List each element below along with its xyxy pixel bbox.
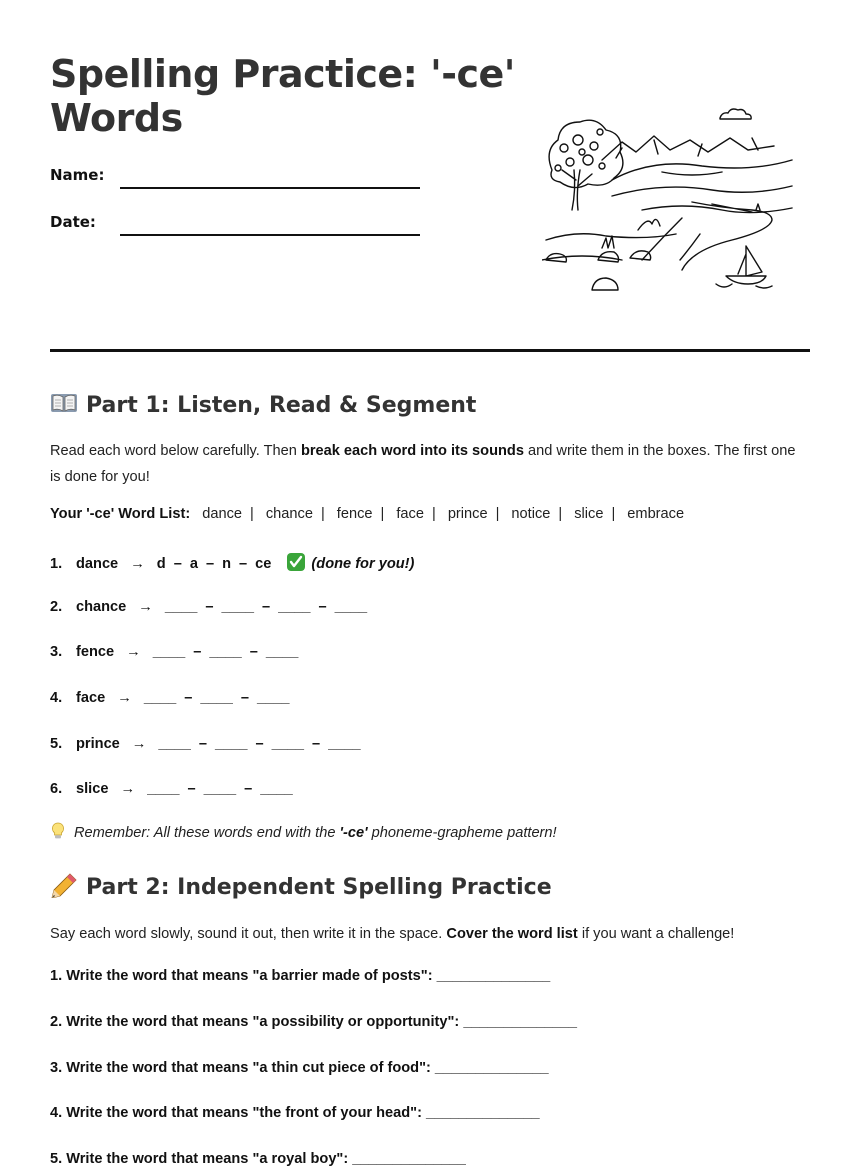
date-label: Date: (50, 213, 96, 231)
segment-blank[interactable]: ____ (158, 736, 191, 752)
tip-bold: '-ce' (339, 825, 368, 841)
row-number: 2. (50, 599, 63, 615)
part1-heading (50, 390, 476, 418)
segment-blank[interactable]: ____ (152, 644, 186, 660)
row-number: 4. (50, 690, 63, 706)
segment-sound: n (222, 556, 231, 572)
part1-instr-text-end: and write them in the boxes. The first one is done for you! (50, 443, 796, 485)
segment-row: 3. fence → ____ – ____ – ____ (50, 644, 299, 660)
done-note: (done for you!) (311, 556, 415, 572)
name-label: Name: (50, 166, 105, 184)
segment-blank[interactable]: ____ (203, 781, 237, 797)
practice-question: 3. Write the word that means "a thin cut piece of food": ______________ (50, 1060, 549, 1076)
part2-instr-bold: Cover the word list (446, 926, 578, 942)
part1-instr-text: Read each word below carefully. Then (50, 443, 301, 459)
word-list-item: embrace (627, 506, 685, 522)
tip-note (50, 822, 557, 841)
practice-question: 1. Write the word that means "a barrier made of posts": ______________ (50, 968, 551, 984)
row-word: chance (76, 599, 127, 615)
water-ripples (716, 284, 772, 288)
landscape-illustration (542, 100, 798, 310)
segment-blank[interactable]: ____ (334, 599, 368, 615)
part2-instr-text-end: if you want a challenge! (577, 926, 735, 942)
pencil-icon (50, 872, 78, 898)
cloud-shape (720, 109, 751, 119)
check-mark-icon (287, 553, 305, 571)
grass-tufts (602, 204, 760, 248)
arrow: → (138, 599, 153, 615)
part1-heading-text: Part 1: Listen, Read & Segment (86, 393, 477, 418)
segment-blank[interactable]: ____ (200, 690, 233, 706)
part2-heading-text: Part 2: Independent Spelling Practice (86, 875, 552, 900)
segment-blank[interactable]: ____ (278, 599, 311, 615)
segment-blank[interactable]: ____ (257, 690, 290, 706)
segment-row: 2. chance → ____ – ____ – ____ – ____ (50, 599, 368, 615)
open-book-icon (50, 390, 78, 416)
segment-row: 4. face → ____ – ____ – ____ (50, 690, 290, 706)
arrow: → (130, 556, 145, 572)
segment-blank[interactable]: ____ (328, 736, 361, 752)
segment-blank[interactable]: ____ (260, 781, 293, 797)
name-line[interactable] (120, 187, 420, 189)
row-word: prince (76, 736, 120, 752)
practice-question: 2. Write the word that means "a possibility or opportunity": ______________ (50, 1014, 577, 1030)
part2-instructions (50, 921, 810, 947)
word-list-item: face (396, 506, 424, 522)
segment-row: 1. dance → d – a – n – ce (done for you!) (50, 553, 414, 572)
row-number: 6. (50, 781, 63, 797)
segment-blank[interactable]: ____ (209, 644, 242, 660)
segment-row: 6. slice → ____ – ____ – ____ (50, 781, 293, 797)
segment-blank[interactable]: ____ (164, 599, 198, 615)
word-list-item: chance (265, 506, 313, 522)
section-divider (50, 349, 810, 352)
row-word: slice (76, 781, 109, 797)
part1-instr-bold: break each word into its sounds (300, 443, 524, 459)
segment-sound: ce (255, 556, 272, 572)
tree-trunk (562, 170, 592, 210)
light-bulb-icon (50, 822, 66, 840)
row-word: dance (76, 556, 119, 572)
page-title: Spelling Practice: '-ce' Words (50, 52, 515, 140)
segment-blank[interactable]: ____ (214, 736, 248, 752)
part1-instructions (50, 438, 810, 490)
row-word: face (76, 690, 106, 706)
row-word: fence (76, 644, 115, 660)
segment-blank[interactable]: ____ (147, 781, 180, 797)
mountain-range (602, 136, 774, 160)
arrow: → (131, 736, 147, 752)
arrow: → (120, 781, 136, 797)
word-list-item: notice (511, 506, 551, 522)
word-list-item: prince (447, 506, 488, 522)
segment-blank[interactable]: ____ (265, 644, 299, 660)
segment-blank[interactable]: ____ (143, 690, 177, 706)
word-list-item: slice (574, 506, 604, 522)
bird-shape (638, 219, 660, 230)
row-number: 3. (50, 644, 63, 660)
word-list-item: fence (336, 506, 373, 522)
segment-sound: d (156, 556, 166, 572)
word-list-item: dance (202, 506, 243, 522)
segment-row: 5. prince → ____ – ____ – ____ – ____ (50, 736, 361, 752)
sailboat (726, 246, 766, 284)
hill-lines (612, 160, 792, 213)
row-number: 1. (50, 556, 63, 572)
practice-question: 4. Write the word that means "the front of your head": ______________ (50, 1105, 540, 1121)
part2-heading (50, 872, 552, 900)
part2-instr-text: Say each word slowly, sound it out, then write it in the space. (50, 926, 447, 942)
practice-question: 5. Write the word that means "a royal boy": ______________ (50, 1151, 466, 1167)
arrow: → (117, 690, 132, 706)
row-number: 5. (50, 736, 63, 752)
arrow: → (126, 644, 141, 660)
tip-text-end: phoneme-grapheme pattern! (367, 825, 557, 841)
tree-canopy (549, 120, 623, 187)
word-list-label: Your '-ce' Word List: (50, 506, 191, 522)
tip-text: Remember: All these words end with the (74, 825, 340, 841)
segment-sound: a (189, 556, 198, 572)
word-list: Your '-ce' Word List: dance | chance | fence | face | prince | notice | slice | embrace (50, 506, 685, 522)
segment-blank[interactable]: ____ (221, 599, 254, 615)
segment-blank[interactable]: ____ (271, 736, 305, 752)
date-line[interactable] (120, 234, 420, 236)
